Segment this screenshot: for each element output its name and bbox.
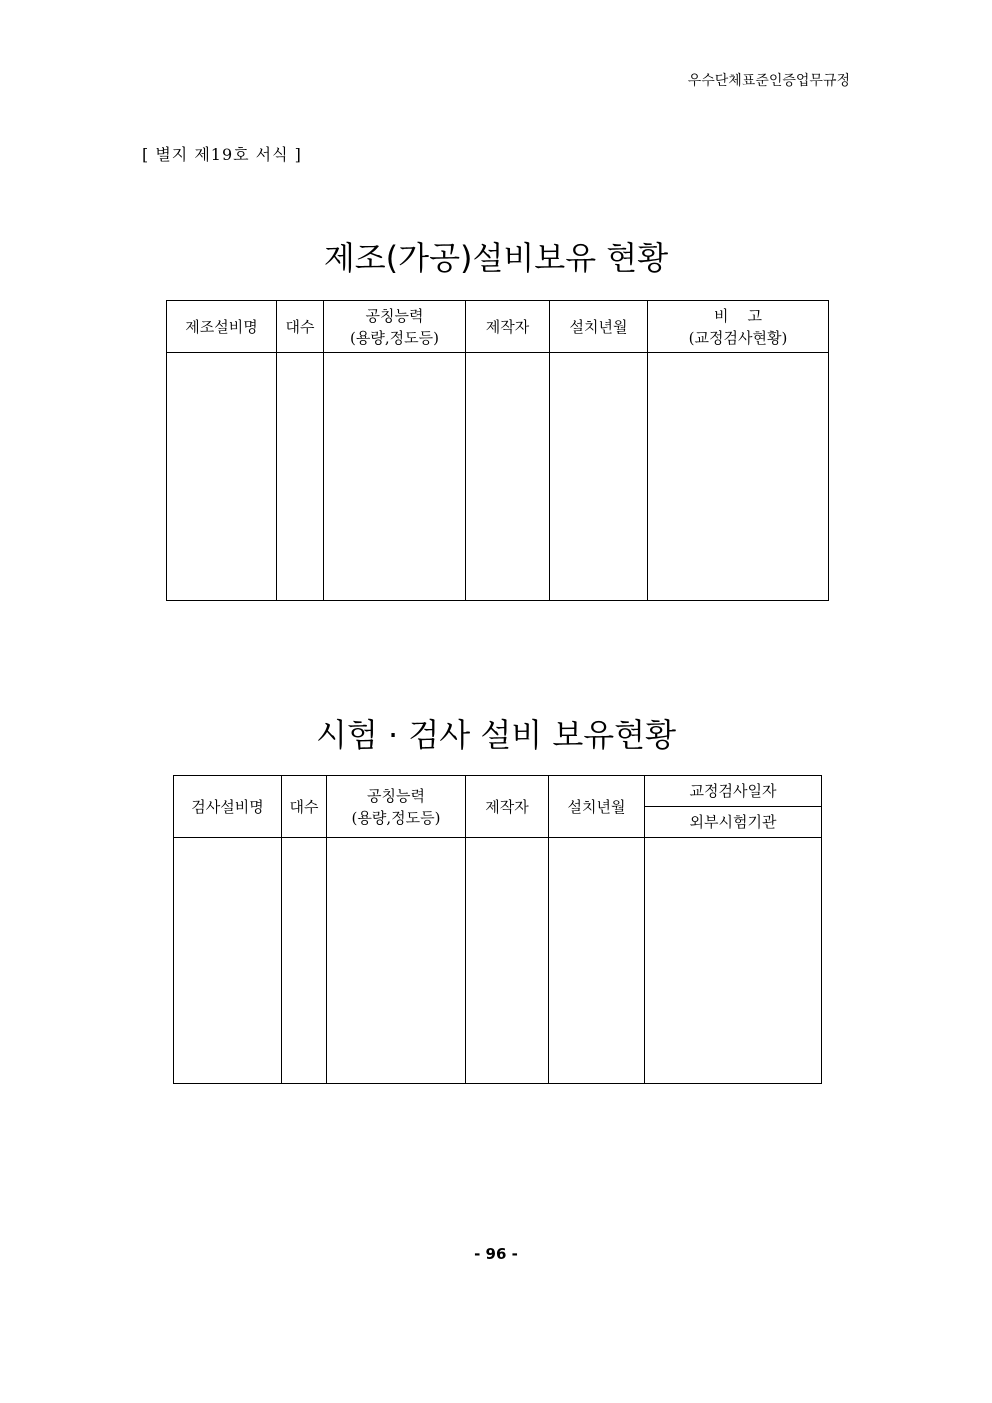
table-cell[interactable] — [550, 353, 648, 601]
col-header-install-date: 설치년월 — [549, 776, 645, 838]
col-header-capacity: 공칭능력 (용량,정도등) — [324, 301, 466, 353]
table-cell[interactable] — [466, 353, 550, 601]
section1-title: 제조(가공)설비보유 현황 — [323, 239, 669, 277]
col-header-manufacturer: 제작자 — [466, 301, 550, 353]
table-cell[interactable] — [324, 353, 466, 601]
col-header-external-lab: 외부시험기관 — [645, 807, 822, 838]
table-header-row — [174, 776, 822, 807]
section2-title: 시험 · 검사 설비 보유현황 — [316, 716, 676, 754]
manufacturing-equipment-table — [166, 300, 829, 601]
page-number: - 96 - — [474, 1245, 518, 1263]
col-header-equipment-name: 검사설비명 — [174, 776, 282, 838]
col-header-quantity: 대수 — [282, 776, 327, 838]
table-cell[interactable] — [167, 353, 277, 601]
col-header-calibration-date: 교정검사일자 — [645, 776, 822, 807]
col-header-capacity: 공칭능력 (용량,정도등) — [327, 776, 466, 838]
table-cell[interactable] — [466, 838, 549, 1084]
table-row — [174, 838, 822, 1084]
table-cell[interactable] — [282, 838, 327, 1084]
col-header-install-date: 설치년월 — [550, 301, 648, 353]
col-header-equipment-name: 제조설비명 — [167, 301, 277, 353]
table-cell[interactable] — [648, 353, 829, 601]
col-header-quantity: 대수 — [277, 301, 324, 353]
table-cell[interactable] — [327, 838, 466, 1084]
table-header-row — [167, 301, 829, 353]
inspection-equipment-table — [173, 775, 822, 1084]
table-cell[interactable] — [645, 838, 822, 1084]
col-header-manufacturer: 제작자 — [466, 776, 549, 838]
col-header-remarks: 비 고 (교정검사현황) — [648, 301, 829, 353]
table-cell[interactable] — [277, 353, 324, 601]
form-label: [ 별지 제19호 서식 ] — [142, 145, 302, 164]
table-row — [167, 353, 829, 601]
table-cell[interactable] — [174, 838, 282, 1084]
running-header: 우수단체표준인증업무규정 — [687, 73, 850, 89]
table-cell[interactable] — [549, 838, 645, 1084]
